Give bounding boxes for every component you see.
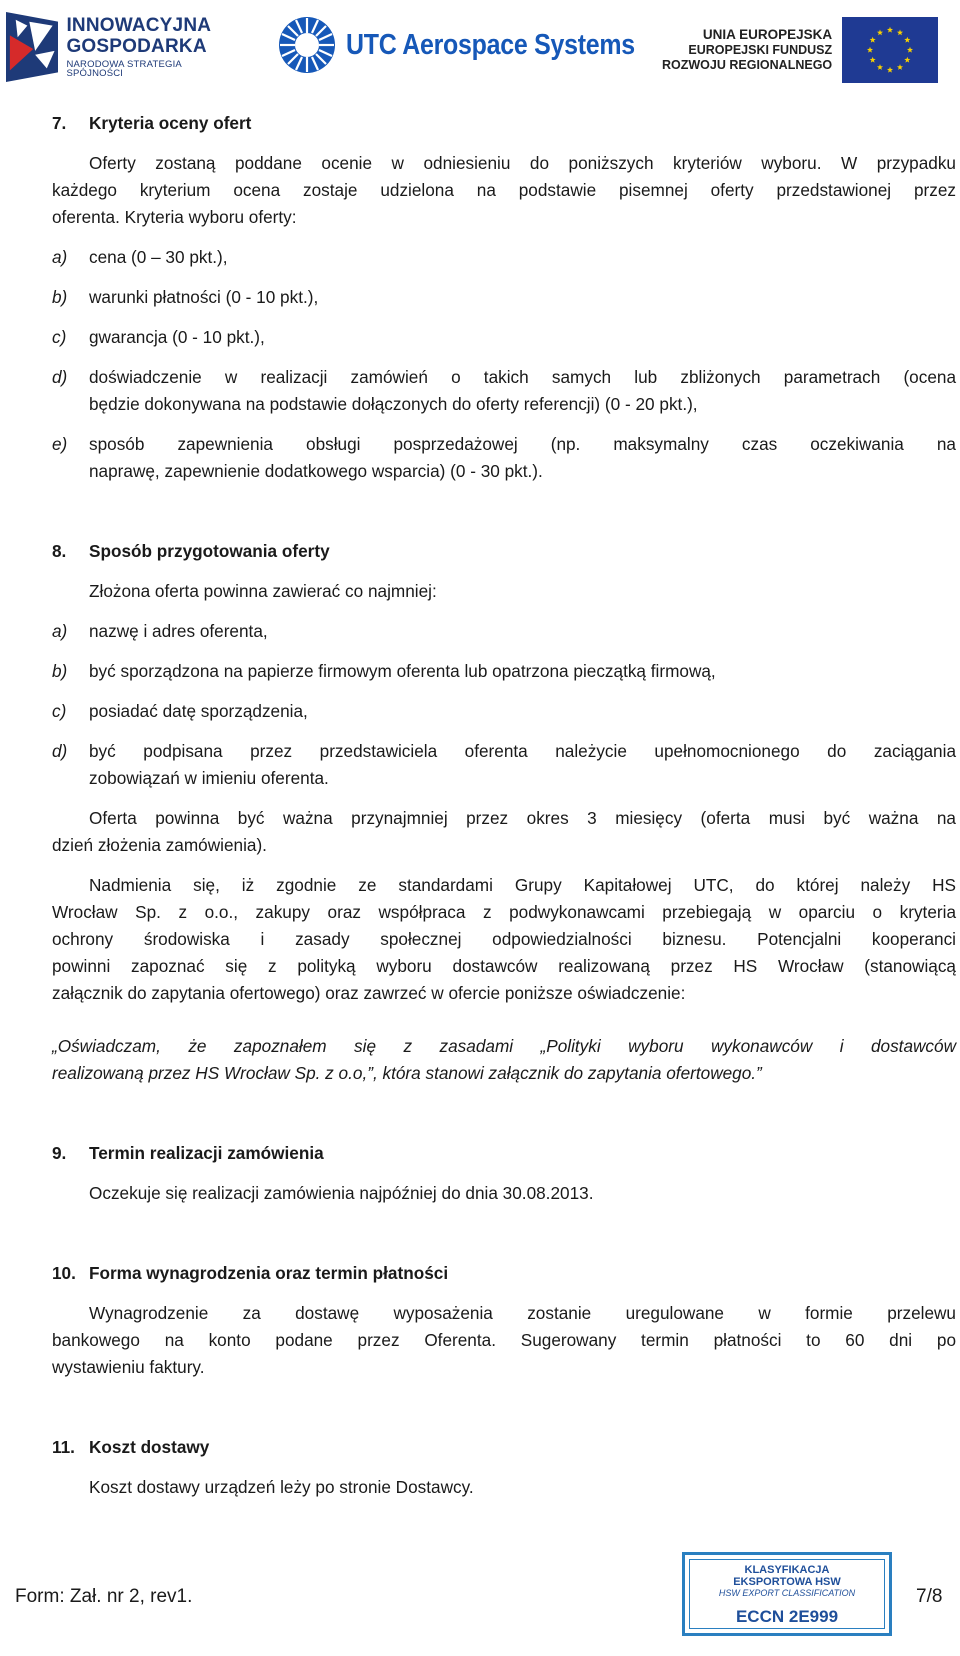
section-7-item-d-line2: będzie dokonywana na podstawie dołączonych do oferty referencji) (0 - 20 pkt.), <box>89 394 698 414</box>
section-8-number: 8. <box>52 541 67 561</box>
page-header <box>0 0 960 96</box>
section-8-item-d-line1: być podpisana przez przedstawiciela oferenta należycie upełnomocnionego do zaciągania <box>89 741 956 761</box>
section-7-item-a: cena (0 – 30 pkt.), <box>89 247 228 267</box>
footer-form-reference: Form: Zał. nr 2, rev1. <box>15 1586 193 1607</box>
section-8-item-c: posiadać datę sporządzenia, <box>89 701 308 721</box>
eu-logo-line1: UNIA EUROPEJSKA <box>702 27 833 43</box>
section-7-item-c: gwarancja (0 - 10 pkt.), <box>89 327 265 347</box>
utc-turbine-icon <box>278 16 336 74</box>
section-7-item-b: warunki płatności (0 - 10 pkt.), <box>89 287 319 307</box>
section-8-intro: Złożona oferta powinna zawierać co najmniej: <box>89 581 437 601</box>
section-7-intro-line1: Oferty zostaną poddane ocenie w odniesieniu do poniższych kryteriów wyboru. W przypadku <box>89 153 956 173</box>
section-9-number: 9. <box>52 1143 67 1163</box>
page-number: 7/8 <box>916 1586 943 1607</box>
section-7-item-a-label: a) <box>52 247 68 267</box>
classification-line2: EKSPORTOWA HSW <box>733 1576 841 1589</box>
innowacyjna-gospodarka-logo <box>6 10 236 84</box>
utc-aerospace-logo <box>278 14 682 76</box>
section-8-para2-line3: ochrony środowiska i zasady społecznej odpowiedzialności biznesu. Potencjalni kooperanci <box>52 929 956 949</box>
section-8-para1-line1: Oferta powinna być ważna przynajmniej przez okres 3 miesięcy (oferta musi być ważna na <box>89 808 956 828</box>
section-8-item-a: nazwę i adres oferenta, <box>89 621 268 641</box>
section-8-item-a-label: a) <box>52 621 68 641</box>
classification-line1: KLASYFIKACJA <box>744 1564 830 1576</box>
section-8-item-d-line2: zobowiązań w imieniu oferenta. <box>89 768 329 788</box>
section-11-number: 11. <box>52 1437 75 1457</box>
section-9-text: Oczekuje się realizacji zamówienia najpóźniej do dnia 30.08.2013. <box>89 1183 594 1203</box>
section-7-item-d-line1: doświadczenie w realizacji zamówień o takich samych lub zbliżonych parametrach (ocena <box>89 367 956 387</box>
innowacyjna-gospodarka-emblem-icon <box>6 11 58 83</box>
section-8-para2-line5: załącznik do zapytania ofertowego) oraz zawrzeć w ofercie poniższe oświadczenie: <box>52 983 686 1003</box>
eu-logo-line2: EUROPEJSKI FUNDUSZ <box>688 43 833 58</box>
ig-logo-line3: NARODOWA STRATEGIA SPÓJNOŚCI <box>66 58 182 79</box>
classification-line3: HSW EXPORT CLASSIFICATION <box>718 1588 856 1599</box>
section-8-title: Sposób przygotowania oferty <box>89 541 330 561</box>
section-7-item-c-label: c) <box>52 327 67 347</box>
section-9-title: Termin realizacji zamówienia <box>89 1143 324 1163</box>
eu-logo-line3: ROZWOJU REGIONALNEGO <box>662 57 833 72</box>
eu-flag-icon <box>842 17 938 83</box>
section-10-line2: bankowego na konto podane przez Oferenta. Sugerowany termin płatności to 60 dni po <box>52 1330 956 1350</box>
section-8-para2-line2: Wrocław Sp. z o.o., zakupy oraz współpraca z podwykonawcami przebiegają w oparciu o kryteria <box>52 902 956 922</box>
section-7-item-d-label: d) <box>52 367 68 387</box>
section-11-text: Koszt dostawy urządzeń leży po stronie Dostawcy. <box>89 1477 474 1497</box>
eu-fund-logo <box>662 16 938 84</box>
section-7-item-e-label: e) <box>52 434 68 454</box>
section-8-item-b-label: b) <box>52 661 68 681</box>
section-7-item-b-label: b) <box>52 287 68 307</box>
section-11-title: Koszt dostawy <box>89 1437 210 1457</box>
section-7-title: Kryteria oceny ofert <box>89 113 252 133</box>
section-8-item-d-label: d) <box>52 741 68 761</box>
section-7-intro-line3: oferenta. Kryteria wyboru oferty: <box>52 207 297 227</box>
section-7-item-e-line2: naprawę, zapewnienie dodatkowego wsparcia) (0 - 30 pkt.). <box>89 461 543 481</box>
section-7-item-e-line1: sposób zapewnienia obsługi posprzedażowej (np. maksymalny czas oczekiwania na <box>89 434 956 454</box>
ig-logo-line2: GOSPODARKA <box>66 35 207 57</box>
section-8-para2-line1: Nadmienia się, iż zgodnie ze standardami Grupy Kapitałowej UTC, do której należy HS <box>89 875 956 895</box>
section-8-item-c-label: c) <box>52 701 67 721</box>
section-10-line3: wystawieniu faktury. <box>52 1357 205 1377</box>
section-8-declaration-line2: realizowaną przez HS Wrocław Sp. z o.o,”, która stanowi załącznik do zapytania ofertowego.” <box>52 1063 762 1083</box>
ig-logo-line1: INNOWACYJNA <box>66 14 212 36</box>
section-10-line1: Wynagrodzenie za dostawę wyposażenia zostanie uregulowane w formie przelewu <box>89 1303 956 1323</box>
eccn-code: ECCN 2E999 <box>735 1606 839 1626</box>
utc-logo-text: UTC Aerospace Systems <box>346 28 635 61</box>
section-8-para2-line4: powinni zapoznać się z polityką wyboru dostawców realizowaną przez HS Wrocław (stanowiącą <box>52 956 956 976</box>
section-7-intro-line2: każdego kryterium ocena zostaje udzielona na podstawie pisemnej oferty przedstawionej przez <box>52 180 956 200</box>
section-8-declaration-line1: „Oświadczam, że zapoznałem się z zasadami „Polityki wyboru wykonawców i dostawców <box>52 1036 956 1056</box>
export-classification-box <box>682 1552 892 1636</box>
section-8-item-b: być sporządzona na papierze firmowym oferenta lub opatrzona pieczątką firmową, <box>89 661 716 681</box>
section-8-para1-line2: dzień złożenia zamówienia). <box>52 835 267 855</box>
section-10-title: Forma wynagrodzenia oraz termin płatności <box>89 1263 449 1283</box>
section-10-number: 10. <box>52 1263 76 1283</box>
section-7-number: 7. <box>52 113 67 133</box>
